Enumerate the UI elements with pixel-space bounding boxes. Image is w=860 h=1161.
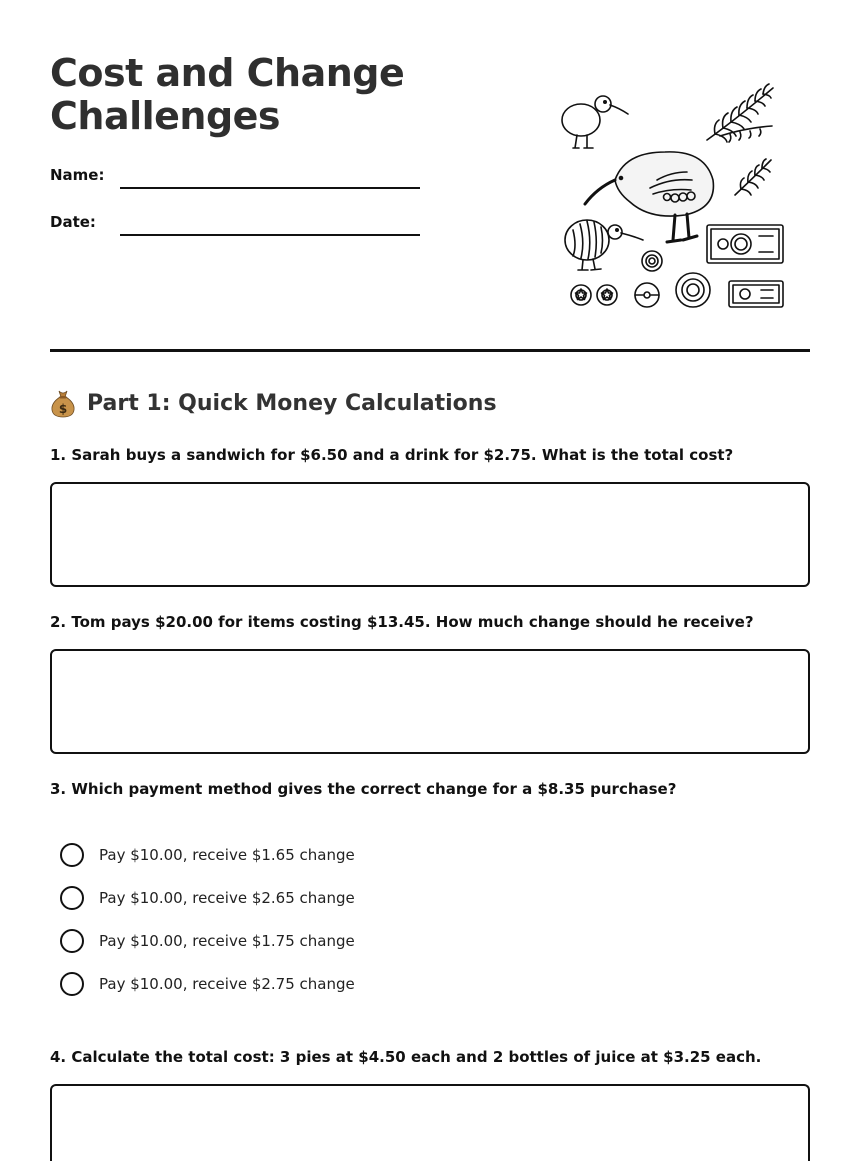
option-2[interactable] [60,886,355,910]
date-label: Date: [50,213,96,231]
fern-icon [707,84,773,142]
answer-box-4[interactable] [50,1084,810,1161]
question-4: 4. Calculate the total cost: 3 pies at $4.50 each and 2 bottles of juice at $3.25 each. [50,1048,762,1066]
fern-small-icon [735,159,771,195]
header-divider [50,349,810,352]
option-1[interactable] [60,843,355,867]
date-field[interactable] [120,234,420,236]
option-1-label: Pay $10.00, receive $1.65 change [99,846,355,864]
option-3-label: Pay $10.00, receive $1.75 change [99,932,355,950]
answer-box-1[interactable] [50,482,810,587]
svg-text:$: $ [58,402,68,416]
radio-button-4[interactable] [60,972,84,996]
answer-box-2[interactable] [50,649,810,754]
banknote-icon [707,225,783,263]
page-title [50,52,404,138]
option-4-label: Pay $10.00, receive $2.75 change [99,975,355,993]
radio-button-2[interactable] [60,886,84,910]
banknote-small-icon [729,281,783,307]
money-bag-icon [50,388,76,418]
option-2-label: Pay $10.00, receive $2.65 change [99,889,355,907]
option-3[interactable] [60,929,355,953]
section-1-title-text: Part 1: Quick Money Calculations [87,390,497,416]
kiwi-money-illustration [555,80,795,312]
title-line-1: Cost and Change [50,51,405,95]
name-field[interactable] [120,187,420,189]
section-1-title [50,388,497,418]
option-4[interactable] [60,972,355,996]
name-label: Name: [50,166,105,184]
question-2: 2. Tom pays $20.00 for items costing $13.45. How much change should he receive? [50,613,754,631]
title-line-2: Challenges [50,94,281,138]
radio-button-3[interactable] [60,929,84,953]
question-3: 3. Which payment method gives the correct change for a $8.35 purchase? [50,780,677,798]
question-1: 1. Sarah buys a sandwich for $6.50 and a drink for $2.75. What is the total cost? [50,446,734,464]
kiwi-striped-icon [565,220,643,270]
kiwi-outline-icon [562,96,628,148]
radio-button-1[interactable] [60,843,84,867]
